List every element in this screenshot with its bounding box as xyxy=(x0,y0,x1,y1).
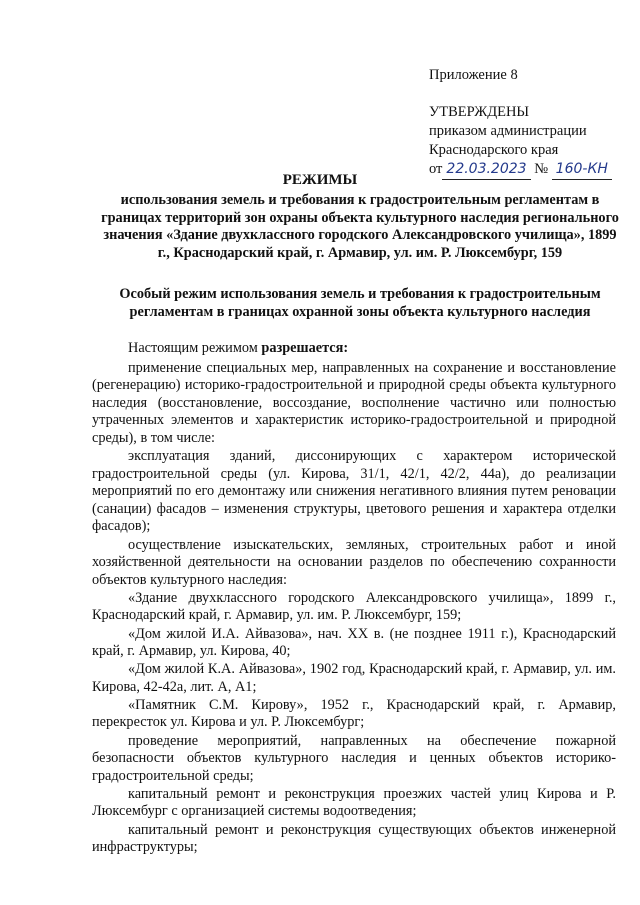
paragraph: «Памятник С.М. Кирову», 1952 г., Краснодарский край, г. Армавир, перекресток ул. Кирова и ул. Р. Люксембург; xyxy=(92,696,616,731)
lead-line xyxy=(92,340,616,358)
approval-block xyxy=(429,66,612,180)
paragraph: применение специальных мер, направленных на сохранение и восстановление (регенерацию) историко-градостроительной и природной среды объекта культурного наследия (восстановление, воссоздание, восполнение частично или полностью утраченных элементов и характеристик историко-градостроительной и природной среды), в том числе: xyxy=(92,359,616,446)
paragraph: капитальный ремонт и реконструкция существующих объектов инженерной инфраструктуры; xyxy=(92,821,616,856)
paragraph: капитальный ремонт и реконструкция проезжих частей улиц Кирова и Р. Люксембург с организацией системы водоотведения; xyxy=(92,785,616,820)
lead-bold: разрешается: xyxy=(261,340,349,356)
document-subtitle: использования земель и требования к градостроительным регламентам в границах территорий зон охраны объекта культурного наследия регионального значения «Здание двухклассного городского Александровского училища», 1899 г., Краснодарский край, г. Армавир, ул. им. Р. Люксембург, 159 xyxy=(101,192,619,261)
handwritten-date: 22.03.2023 xyxy=(442,160,530,180)
document-body xyxy=(92,340,616,857)
approved-heading: УТВЕРЖДЕНЫ xyxy=(429,104,530,120)
approval-line-1: приказом администрации xyxy=(429,123,587,139)
document-title: РЕЖИМЫ xyxy=(282,172,358,188)
appendix-label: Приложение 8 xyxy=(429,67,518,83)
paragraph: «Здание двухклассного городского Александровского училища», 1899 г., Краснодарский край, г. Армавир, ул. им. Р. Люксембург, 159; xyxy=(92,589,616,624)
paragraph: осуществление изыскательских, земляных, строительных работ и иной хозяйственной деятельности на основании разделов по обеспечению сохранности объектов культурного наследия: xyxy=(92,536,616,588)
paragraph: эксплуатация зданий, диссонирующих с характером исторической градостроительной среды (ул. Кирова, 31/1, 42/1, 42/2, 44а), до реализации мероприятий по его демонтажу или снижения негативного влияния путем реновации (санации) фасадов – изменения структуры, цветового решения и характера отделки фасадов); xyxy=(92,448,616,535)
paragraph: «Дом жилой К.А. Айвазова», 1902 год, Краснодарский край, г. Армавир, ул. им. Кирова, 42-42а, лит. А, А1; xyxy=(92,661,616,695)
number-prefix: № xyxy=(534,161,549,177)
lead-text: Настоящим режимом xyxy=(128,340,262,356)
paragraph: «Дом жилой И.А. Айвазова», нач. XX в. (не позднее 1911 г.), Краснодарский край, г. Армавир, ул. Кирова, 40; xyxy=(92,625,616,660)
section-title: Особый режим использования земель и требования к градостроительным регламентам в границах охранной зоны объекта культурного наследия xyxy=(119,286,601,320)
handwritten-number: 160-КН xyxy=(552,160,612,180)
approval-line-2: Краснодарского края xyxy=(429,142,559,158)
date-prefix: от xyxy=(429,161,443,177)
paragraph: проведение мероприятий, направленных на обеспечение пожарной безопасности объектов культурного наследия и ценных объектов историко-градостроительной среды; xyxy=(92,732,616,784)
